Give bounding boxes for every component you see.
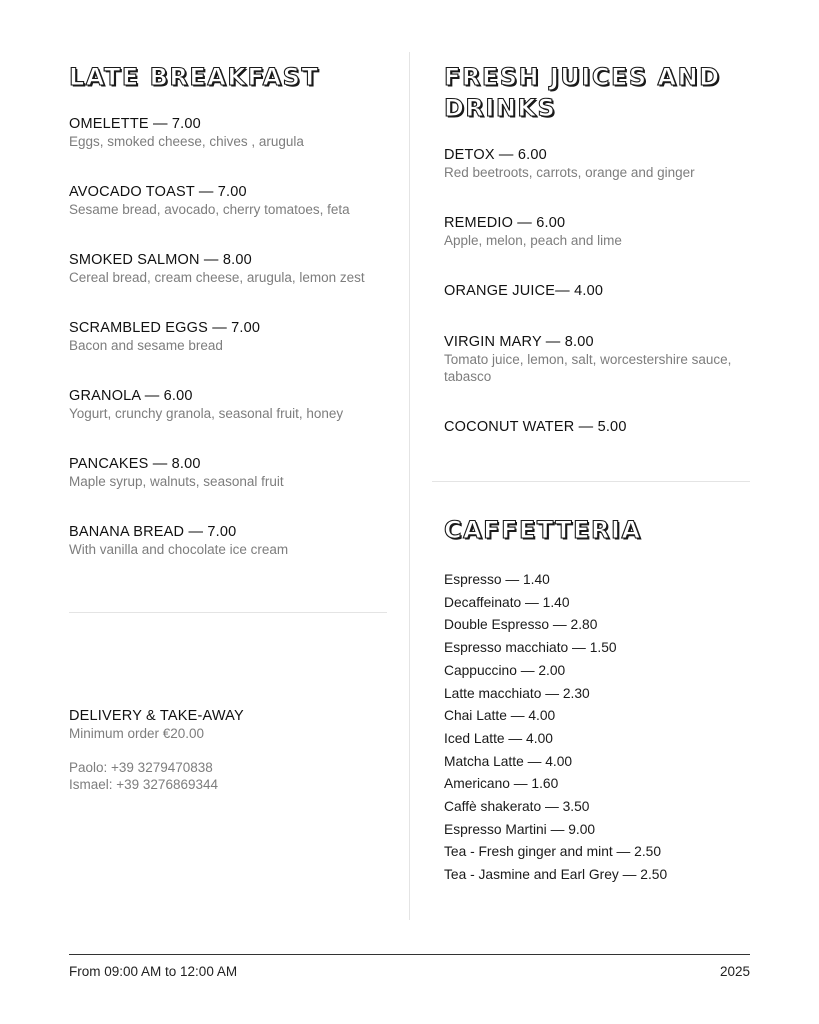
menu-item-remedio — [444, 214, 750, 282]
divider — [69, 612, 387, 613]
contact-ismael: Ismael: +39 3276869344 — [69, 777, 218, 792]
coffee-item: Double Espresso — 2.80 — [444, 617, 598, 633]
item-desc: Bacon and sesame bread — [69, 338, 223, 353]
menu-item-virgin-mary — [444, 333, 750, 418]
footer-year: 2025 — [719, 964, 750, 979]
footer-divider — [69, 954, 750, 955]
caffetteria-list — [444, 569, 750, 887]
item-desc: Eggs, smoked cheese, chives , arugula — [69, 134, 304, 149]
delivery-section — [69, 707, 387, 793]
delivery-title: DELIVERY & TAKE-AWAY — [69, 708, 244, 724]
item-desc: Apple, melon, peach and lime — [444, 233, 622, 248]
caffetteria-title: CAFFETTERIA — [444, 516, 642, 544]
item-name: AVOCADO TOAST — 7.00 — [69, 184, 247, 200]
coffee-item: Espresso — 1.40 — [444, 572, 550, 587]
coffee-item: Iced Latte — 4.00 — [444, 730, 553, 746]
late-breakfast-section — [69, 62, 387, 591]
item-name: DETOX — 6.00 — [444, 147, 547, 163]
item-name: PANCAKES — 8.00 — [69, 456, 201, 472]
min-order: Minimum order €20.00 — [69, 726, 205, 741]
item-name: OMELETTE — 7.00 — [69, 116, 201, 132]
menu-item-avocado-toast — [69, 183, 387, 251]
item-desc: Red beetroots, carrots, orange and ginger — [444, 165, 695, 180]
coffee-item: Chai Latte — 4.00 — [444, 708, 556, 724]
coffee-item: Latte macchiato — 2.30 — [444, 685, 590, 701]
coffee-item: Americano — 1.60 — [444, 776, 559, 792]
menu-item-smoked-salmon — [69, 251, 387, 319]
drinks-section — [444, 62, 750, 436]
item-name: VIRGIN MARY — 8.00 — [444, 334, 594, 350]
item-name: SMOKED SALMON — 8.00 — [69, 252, 252, 268]
coffee-item: Espresso Martini — 9.00 — [444, 821, 596, 837]
item-name: GRANOLA — 6.00 — [69, 388, 193, 404]
column-divider — [409, 52, 410, 920]
item-desc: Maple syrup, walnuts, seasonal fruit — [69, 474, 284, 489]
drinks-title-line-2: DRINKS — [444, 94, 557, 122]
item-name: REMEDIO — 6.00 — [444, 215, 566, 231]
breakfast-list — [69, 115, 387, 591]
menu-item-coconut-water — [444, 418, 750, 436]
item-desc: Yogurt, crunchy granola, seasonal fruit, honey — [69, 406, 344, 421]
coffee-item: Matcha Latte — 4.00 — [444, 753, 573, 769]
drinks-title-line-1: FRESH JUICES AND — [444, 63, 721, 91]
item-name: BANANA BREAD — 7.00 — [69, 524, 237, 540]
coffee-item: Cappuccino — 2.00 — [444, 662, 566, 678]
menu-item-granola — [69, 387, 387, 455]
opening-hours: From 09:00 AM to 12:00 AM — [69, 964, 238, 979]
drinks-list — [444, 146, 750, 436]
item-name: SCRAMBLED EGGS — 7.00 — [69, 320, 261, 336]
menu-item-omelette — [69, 115, 387, 183]
divider — [432, 481, 750, 482]
coffee-item: Tea - Fresh ginger and mint — 2.50 — [444, 844, 662, 860]
item-desc: Sesame bread, avocado, cherry tomatoes, feta — [69, 202, 350, 217]
menu-item-pancakes — [69, 455, 387, 523]
drinks-title — [444, 62, 750, 124]
item-name: ORANGE JUICE— 4.00 — [444, 283, 604, 299]
item-desc: With vanilla and chocolate ice cream — [69, 542, 289, 557]
contact-paolo: Paolo: +39 3279470838 — [69, 760, 213, 775]
menu-item-orange-juice — [444, 282, 750, 333]
coffee-item: Caffè shakerato — 3.50 — [444, 799, 590, 815]
item-desc: Cereal bread, cream cheese, arugula, lemon zest — [69, 270, 365, 285]
coffee-item: Tea - Jasmine and Earl Grey — 2.50 — [444, 867, 668, 883]
coffee-item: Espresso macchiato — 1.50 — [444, 640, 617, 656]
item-name: COCONUT WATER — 5.00 — [444, 419, 627, 435]
menu-item-banana-bread — [69, 523, 387, 591]
coffee-item: Decaffeinato — 1.40 — [444, 594, 570, 610]
item-desc: Tomato juice, lemon, salt, worcestershire sauce, tabasco — [444, 352, 732, 384]
late-breakfast-title: LATE BREAKFAST — [69, 63, 320, 91]
menu-item-scrambled-eggs — [69, 319, 387, 387]
menu-item-detox — [444, 146, 750, 214]
